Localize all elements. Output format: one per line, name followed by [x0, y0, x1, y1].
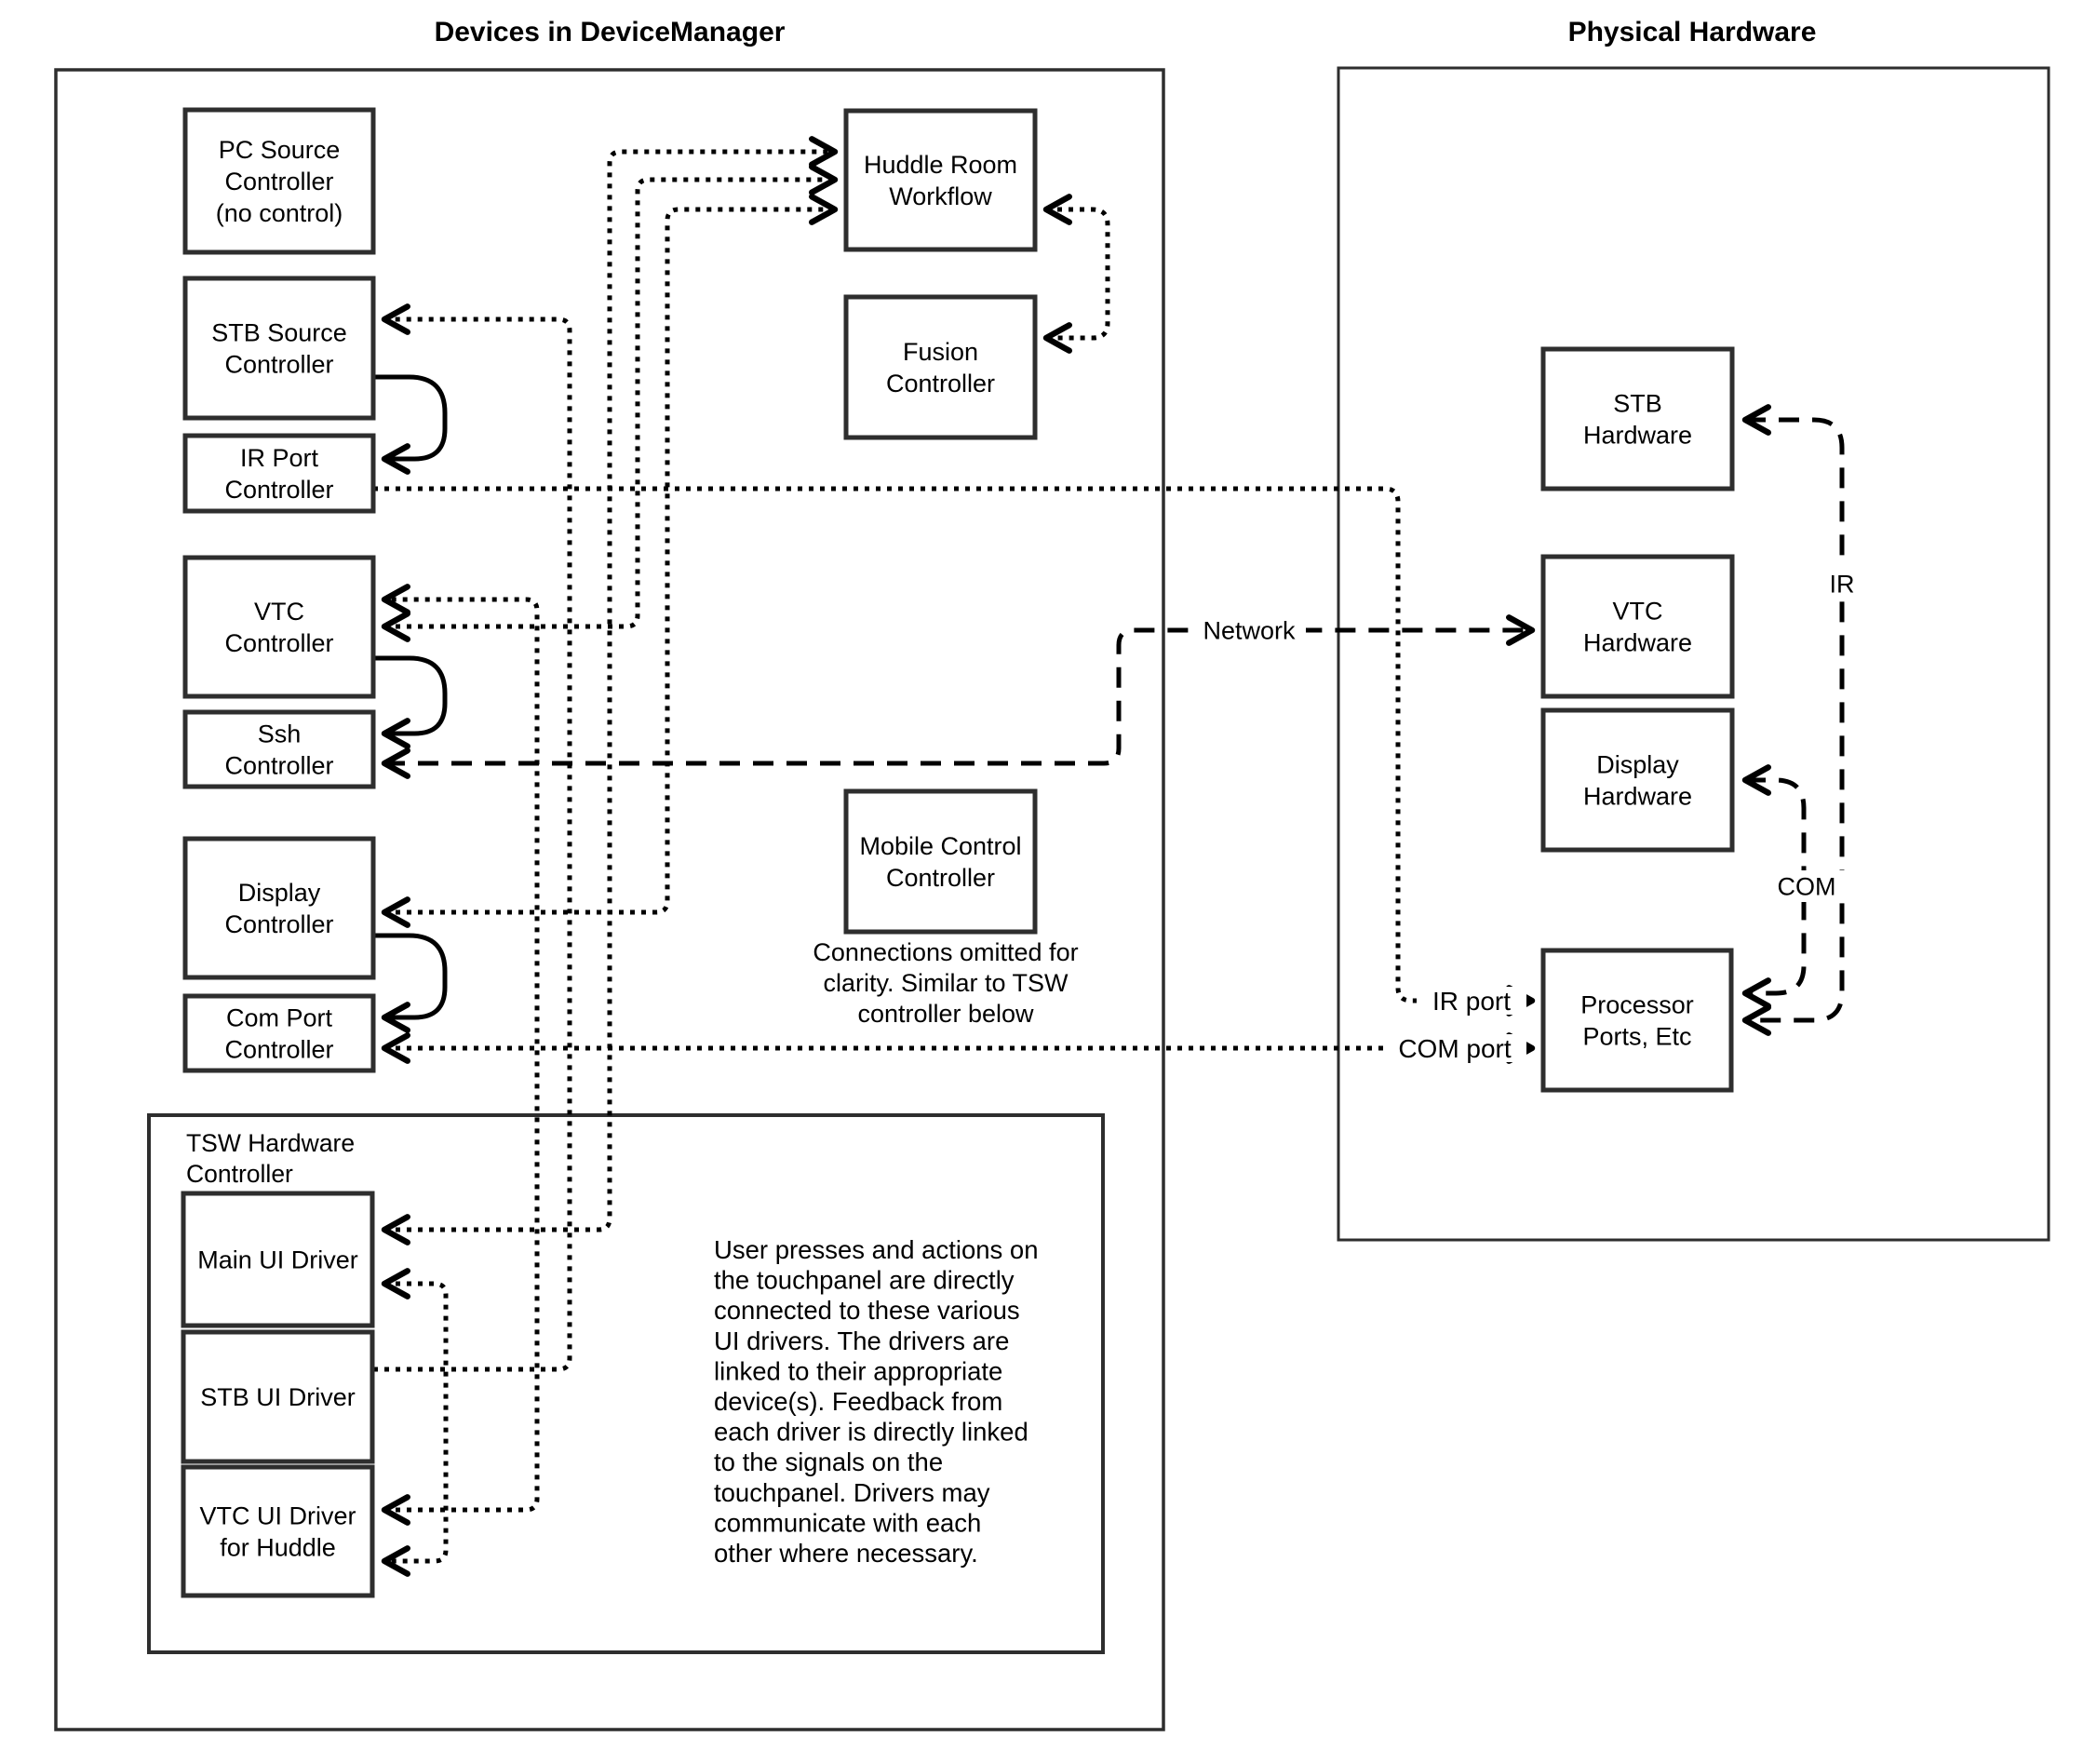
- svg-text:communicate with each: communicate with each: [714, 1508, 982, 1538]
- svg-text:COM port: COM port: [1398, 1033, 1512, 1063]
- svg-text:linked to their appropriate: linked to their appropriate: [714, 1356, 1003, 1386]
- svg-text:other where necessary.: other where necessary.: [714, 1539, 978, 1568]
- svg-text:each driver is directly linked: each driver is directly linked: [714, 1417, 1028, 1447]
- svg-text:IR port: IR port: [1432, 986, 1512, 1016]
- svg-text:Network: Network: [1203, 616, 1296, 645]
- svg-text:Controller: Controller: [186, 1160, 293, 1188]
- node-stb-ui-driver: [183, 1332, 372, 1461]
- node-com-port-controller: [185, 996, 373, 1071]
- svg-text:controller below: controller below: [857, 1000, 1034, 1028]
- edge-ir-stbhw-to-processor: [1745, 420, 1842, 1020]
- ir-port-label: [1417, 987, 1526, 1016]
- node-mobile-control-controller: [846, 791, 1035, 932]
- node-main-ui-driver: [183, 1193, 372, 1326]
- edge-vtccontroller-to-huddle: [384, 180, 835, 626]
- node-fusion-controller: [846, 297, 1035, 438]
- node-label-stb-hardware: STB Hardware: [1582, 389, 1693, 450]
- svg-text:UI drivers. The drivers are: UI drivers. The drivers are: [714, 1326, 1010, 1355]
- svg-text:IR: IR: [1829, 570, 1855, 599]
- node-pc-source-controller: [185, 110, 373, 252]
- node-label-ssh-controller: Ssh Controller: [224, 720, 334, 780]
- node-label-mobile-control-controller: Mobile Control Controller: [859, 831, 1022, 892]
- edge-stbui-to-stbsource: [373, 319, 570, 1369]
- edge-mainui-to-vtcui: [384, 1284, 446, 1561]
- edge-displaycontroller-to-comport-loop: [373, 936, 445, 1017]
- edge-displaycontroller-to-huddle: [384, 209, 835, 912]
- edge-vtcui-to-vtccontroller: [384, 599, 537, 1510]
- ir-label: [1821, 568, 1863, 599]
- tsw-paragraph: [714, 1235, 1039, 1568]
- node-label-display-hardware: Display Hardware: [1582, 750, 1693, 811]
- svg-text:to the signals on the: to the signals on the: [714, 1448, 944, 1477]
- edge-network-ssh-to-vtchw: [384, 630, 1532, 763]
- node-ir-port-controller: [185, 436, 373, 511]
- svg-text:clarity. Similar to TSW: clarity. Similar to TSW: [823, 969, 1069, 997]
- devices-group-title: Devices in DeviceManager: [434, 17, 786, 47]
- svg-text:COM: COM: [1777, 872, 1836, 901]
- node-label-pc-source-controller: PC Source Controller (no control): [215, 135, 343, 227]
- node-huddle-room-workflow: [846, 111, 1035, 249]
- node-label-stb-ui-driver: STB UI Driver: [200, 1382, 356, 1411]
- edge-stbsource-to-irport-loop: [373, 377, 445, 459]
- node-label-huddle-room-workflow: Huddle Room Workflow: [863, 150, 1018, 210]
- com-port-label: [1383, 1034, 1526, 1063]
- node-display-hardware: [1543, 710, 1732, 850]
- node-label-vtc-hardware: VTC Hardware: [1582, 597, 1693, 657]
- node-label-stb-source-controller: STB Source Controller: [211, 318, 347, 379]
- svg-text:Connections omitted for: Connections omitted for: [813, 938, 1079, 966]
- node-label-processor-ports: Processor Ports, Etc: [1580, 990, 1694, 1051]
- svg-text:TSW Hardware: TSW Hardware: [186, 1129, 356, 1157]
- node-label-display-controller: Display Controller: [224, 878, 334, 938]
- node-label-main-ui-driver: Main UI Driver: [197, 1246, 358, 1274]
- node-stb-hardware: [1543, 349, 1732, 489]
- node-label-vtc-ui-driver: VTC UI Driver for Huddle: [199, 1501, 356, 1562]
- edge-vtccontroller-to-ssh-loop: [373, 658, 445, 734]
- node-label-ir-port-controller: IR Port Controller: [224, 443, 334, 504]
- com-label: [1765, 870, 1848, 902]
- svg-text:User presses and actions on: User presses and actions on: [714, 1235, 1039, 1264]
- svg-text:device(s). Feedback from: device(s). Feedback from: [714, 1387, 1003, 1416]
- svg-text:touchpanel. Drivers may: touchpanel. Drivers may: [714, 1477, 990, 1507]
- node-vtc-controller: [185, 558, 373, 696]
- edge-mainui-to-huddle: [384, 152, 835, 1230]
- tsw-group-label: [186, 1129, 355, 1188]
- edge-huddle-to-fusion: [1046, 209, 1108, 338]
- svg-text:connected to these various: connected to these various: [714, 1296, 1020, 1326]
- node-label-vtc-controller: VTC Controller: [224, 597, 334, 657]
- node-processor-ports: [1543, 950, 1731, 1090]
- physical-group-title: Physical Hardware: [1567, 17, 1817, 47]
- node-ssh-controller: [185, 712, 373, 787]
- mobile-note: [813, 938, 1078, 1028]
- node-label-fusion-controller: Fusion Controller: [885, 337, 996, 397]
- node-display-controller: [185, 839, 373, 977]
- node-vtc-ui-driver: [183, 1467, 372, 1596]
- node-vtc-hardware: [1543, 557, 1732, 696]
- network-label: [1192, 615, 1306, 645]
- node-stb-source-controller: [185, 278, 373, 418]
- node-label-com-port-controller: Com Port Controller: [224, 1003, 334, 1064]
- svg-text:the touchpanel are directly: the touchpanel are directly: [714, 1265, 1015, 1295]
